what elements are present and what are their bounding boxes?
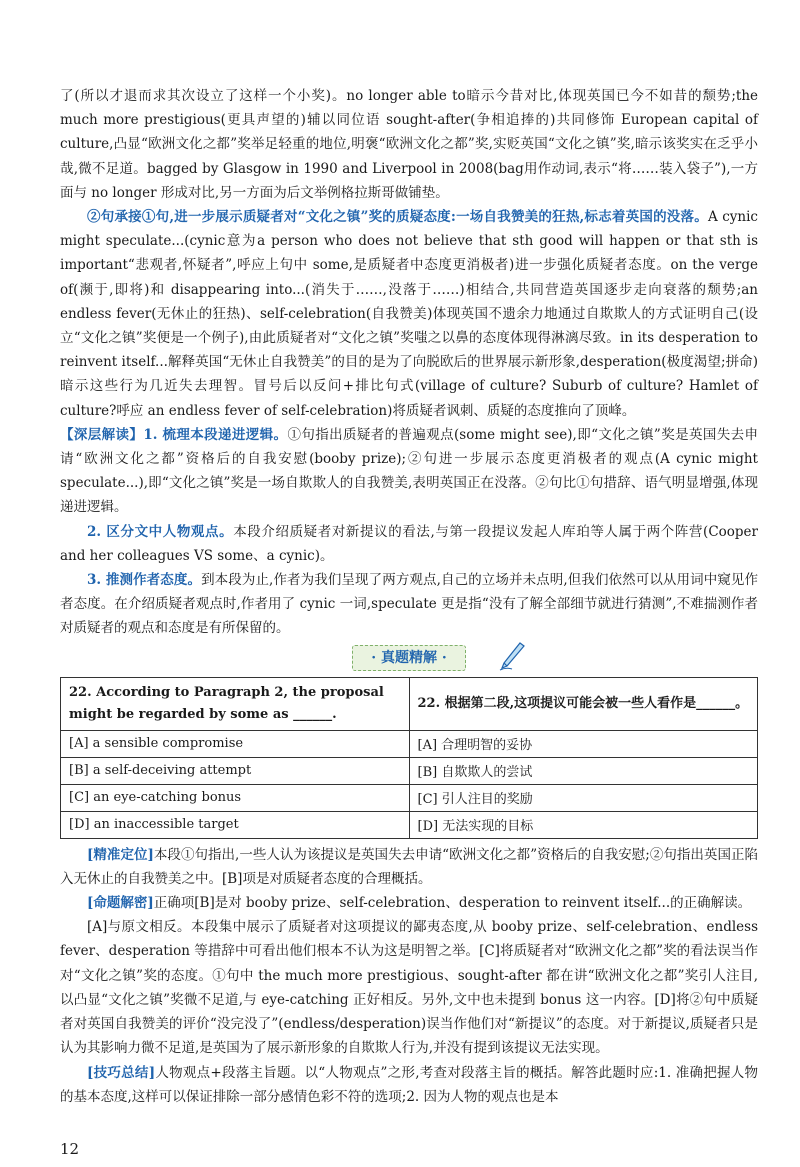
deep-reading-3-body: 到本段为止,作者为我们呈现了两方观点,自己的立场并未点明,但我们依然可以从用词中窥见作者态度。在介绍质疑者观点时,作者用了 cynic 一词,speculate 更是指“没有了解全部细节就进行猜测”,不难揣测作者对质疑者的观点和态度是有所保留的。 <box>60 572 759 637</box>
option-a-zh: [A] 合理明智的妥协 <box>409 730 758 757</box>
question-row <box>61 677 758 730</box>
skill-summary-tag: [技巧总结] <box>87 1064 156 1081</box>
paragraph-analysis-1: 了(所以才退而求其次设立了这样一个小奖)。no longer able to暗示今昔对比,体现英国已今不如昔的颓势;the much more prestigious(更具声望的)辅以同位语 sought-after(争相追捧的)共同修饰 European capital of culture,凸显“欧洲文化之都”奖举足轻重的地位,明褒“欧洲文化之都”奖,实贬英国“文化之镇”奖,暗示该奖实在乏乎小哉,微不足道。bagged by Glasgow in 1990 and Liverpool in 2008(bag用作动词,表示“将……装入袋子”),一方面与 no longer 形成对比,另一方面为后文举例格拉斯哥做铺垫。 <box>60 88 758 201</box>
answer-decode-body: 正确项[B]是对 booby prize、self-celebration、desperation to reinvent itself...的正确解读。 <box>153 895 752 912</box>
option-c-en: [C] an eye-catching bonus <box>61 784 410 811</box>
paragraph-analysis-2 <box>60 205 758 423</box>
question-zh: 22. 根据第二段,这项提议可能会被一些人看作是______。 <box>409 677 758 730</box>
deep-reading-3 <box>60 568 758 641</box>
skill-summary <box>60 1061 758 1109</box>
distractor-analysis: [A]与原文相反。本段集中展示了质疑者对这项提议的鄙夷态度,从 booby prize、self-celebration、endless fever、desperation 等措辞中可看出他们根本不认为这是明智之举。[C]将质疑者对“欧洲文化之都”奖的看法误当作对“文化之镇”奖的态度。①句中 the much more prestigious、sought-after 都在讲“欧洲文化之都”奖引人注目,以凸显“文化之镇”奖微不足道,与 eye-catching 正好相反。另外,文中也未提到 bonus 这一内容。[D]将②句中质疑者对英国自我赞美的评价“没完没了”(endless/desperation)误当作他们对“新提议”的态度。对于新提议,质疑者只是认为其影响力微不足道,是英国为了展示新形象的自欺欺人行为,并没有提到该提议无法实现。 <box>60 919 758 1057</box>
deep-reading-1 <box>60 423 758 520</box>
deep-reading-2-body: 本段介绍质疑者对新提议的看法,与第一段提议发起人库珀等人属于两个阵营(Cooper and her colleagues VS some、a cynic)。 <box>60 523 758 564</box>
deep-reading-1-heading: 1. 梳理本段递进逻辑。 <box>143 426 288 443</box>
option-row-b <box>61 757 758 784</box>
deep-reading-1-body: ①句指出质疑者的普遍观点(some might see),即“文化之镇”奖是英国失去申请“欧洲文化之都”资格后的自我安慰(booby prize);②句进一步展示态度更消极者的观点(A cynic might speculate...),即“文化之镇”奖是一场自欺欺人的自我赞美,表明英国正在没落。②句比①句措辞、语气明显增强,体现递进逻辑。 <box>60 426 759 516</box>
question-table <box>60 677 758 839</box>
option-row-c <box>61 784 758 811</box>
banner-label: · 真题精解 · <box>352 645 466 671</box>
option-d-en: [D] an inaccessible target <box>61 811 410 838</box>
question-en: 22. According to Paragraph 2, the proposal might be regarded by some as ______. <box>61 677 410 730</box>
precise-location-body: 本段①句指出,一些人认为该提议是英国失去申请“欧洲文化之都”资格后的自我安慰;②句指出英国正陷入无休止的自我赞美之中。[B]项是对质疑者态度的合理概括。 <box>60 846 758 887</box>
pen-icon <box>498 641 526 671</box>
precise-location <box>60 843 758 891</box>
option-row-a <box>61 730 758 757</box>
deep-reading-2-heading: 2. 区分文中人物观点。 <box>87 523 234 540</box>
option-a-en: [A] a sensible compromise <box>61 730 410 757</box>
page-number: 12 <box>60 1140 80 1158</box>
sentence-2-heading: ②句承接①句,进一步展示质疑者对“文化之镇”奖的质疑态度:一场自我赞美的狂热,标志着英国的没落。 <box>87 209 708 226</box>
answer-decode <box>60 891 758 915</box>
precise-location-tag: [精准定位] <box>87 846 154 863</box>
option-c-zh: [C] 引人注目的奖励 <box>409 784 758 811</box>
option-d-zh: [D] 无法实现的目标 <box>409 811 758 838</box>
option-b-en: [B] a self-deceiving attempt <box>61 757 410 784</box>
option-row-d <box>61 811 758 838</box>
deep-reading-2 <box>60 520 758 568</box>
sentence-2-body: A cynic might speculate...(cynic意为a person who does not believe that sth good will happen or that sth is important“悲观者,怀疑者”,呼应上句中 some,是质疑者中态度更消极者)进一步强化质疑者态度。on the verge of(濒于,即将)和 disappearing into...(消失于……,没落于……)相结合,共同营造英国逐步走向衰落的颓势;an endless fever(无休止的狂热)、self-celebration(自我赞美)体现英国不遗余力地通过自欺欺人的方式证明自己(设立“文化之镇”奖便是一个例子),由此质疑者对“文化之镇”奖嗤之以鼻的态度体现得淋漓尽致。in its desperation to reinvent itself...解释英国“无休止自我赞美”的目的是为了向脱欧后的世界展示新形象,desperation(极度渴望;拼命)暗示这些行为几近失去理智。冒号后以反问+排比句式(village of culture? Suburb of culture? Hamlet of culture?呼应 an endless fever of self-celebration)将质疑者讽刺、质疑的态度推向了顶峰。 <box>60 209 758 419</box>
deep-reading-tag: 【深层解读】 <box>60 426 144 443</box>
answer-decode-tag: [命题解密] <box>87 895 154 912</box>
option-b-zh: [B] 自欺欺人的尝试 <box>409 757 758 784</box>
skill-summary-body: 人物观点+段落主旨题。以“人物观点”之形,考查对段落主旨的概括。解答此题时应:1. 准确把握人物的基本态度,这样可以保证排除一部分感情色彩不符的选项;2. 因为人物的观点也是本 <box>60 1064 759 1105</box>
section-banner <box>60 645 758 673</box>
deep-reading-3-heading: 3. 推测作者态度。 <box>87 572 202 589</box>
